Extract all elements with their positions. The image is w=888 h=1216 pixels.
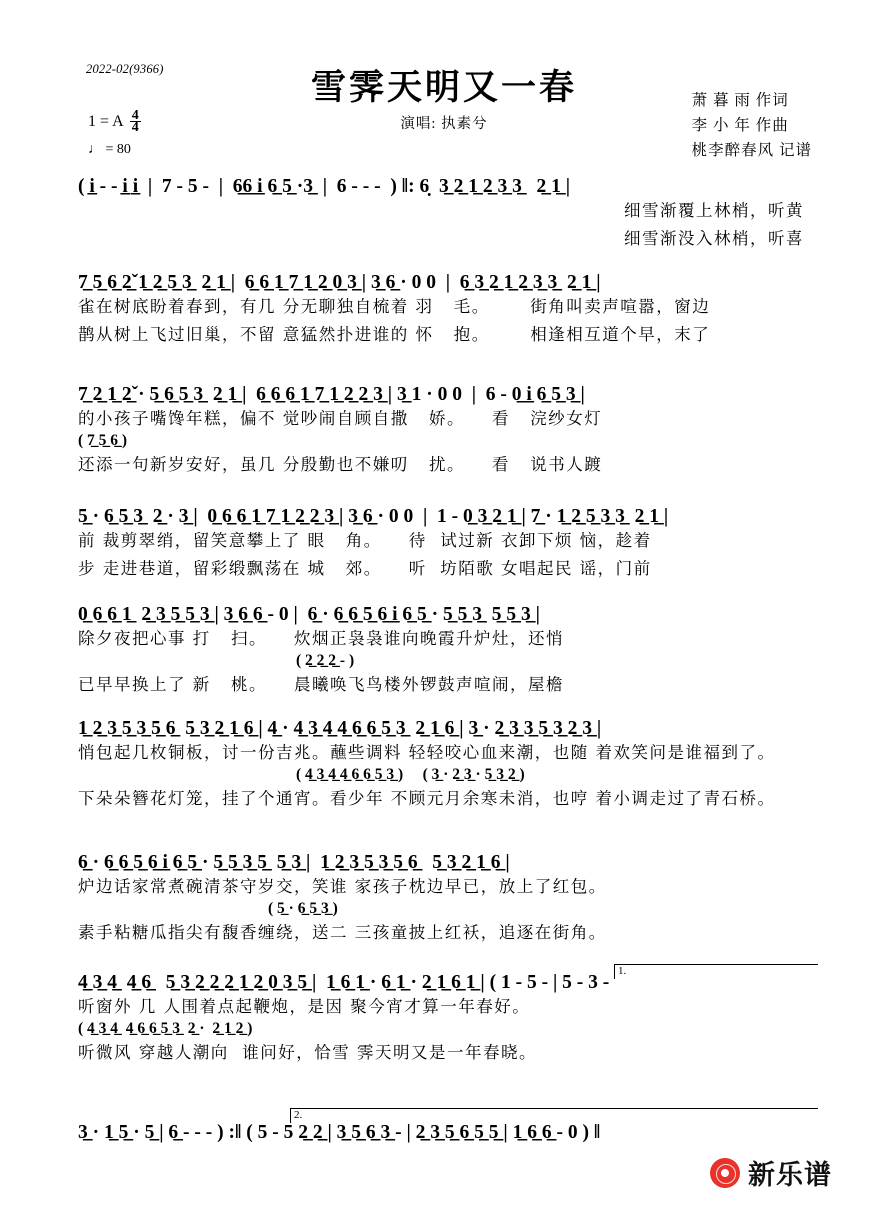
- credit-composer: 李 小 年 作曲: [691, 117, 789, 134]
- lyric-line-2: 步 走进巷道，留彩缎飘荡在 城 郊。 听 坊陌歌 女唱起民 谣，门前: [78, 559, 652, 578]
- time-signature: [130, 110, 141, 133]
- logo-text: 新乐谱: [748, 1160, 832, 1191]
- lyric-line-2: 还添一句新岁安好，虽几 分殷勤也不嫌叨 扰。 看 说书人踱: [78, 455, 603, 474]
- credit-transcriber: 桃李醉春风 记谱: [691, 142, 812, 159]
- credits-block: [692, 88, 812, 163]
- lyric-line-1: 前 裁剪翠绡，留笑意攀上了 眼 角。 待 试过新 衣卸下烦 恼，趁着: [78, 531, 652, 550]
- performer-line: 演唱: 执素兮: [400, 116, 488, 132]
- tempo-marking: ♩ = 80: [88, 142, 131, 157]
- time-signature-numerator: 4: [131, 108, 139, 123]
- notation-line: 1̲ 2̲ 3̲ 5̲ 3̲ 5̲ 6̲ 5̲ 3̲ 2̲ 1̲ 6̲ | 4̲ · 4̲ 3̲ 4̲ 4̲ 6̲ 6̲ 5̲ 3̲ 2̲ 1̲ 6̲ | 3̲ · 2̲ 3̲ 3̲ 5̲ 3̲ 2̲ 3̲ |: [78, 718, 602, 739]
- volta-number-1: 1.: [618, 965, 627, 977]
- lyric-line-1: 悄包起几枚铜板，讨一份吉兆。蘸些调料 轻轻咬心血来潮，也随 着欢笑问是谁福到了。: [78, 743, 776, 762]
- notation-line: 7̲ 2̲ 1̲ 2̲ˇ· 5̲ 6̲ 5̲ 3̲ 2̲ 1̲ | 6̲ 6̲ 6̲ 1̲ 7̲ 1̲ 2̲ 2̲ 3̲ | 3̲ 1 · 0 0 | 6 - 0̲ i̲ 6̲ 5̲ 3̲ |: [78, 384, 585, 405]
- lyric-line-2: 素手粘糖瓜指尖有馥香缠绕，送二 三孩童披上红袄，追逐在街角。: [78, 923, 607, 942]
- notation-line: 0̲ 6̲ 6̲ 1̲ 2̲ 3̲ 5̲ 5̲ 3̲ | 3̲ 6̲ 6̲ - 0 | 6̲ · 6̲ 6̲ 5̲ 6̲ i̲ 6̲ 5̲ · 5̲ 5̲ 3̲ 5̲ 5̲ 3̲ |: [78, 604, 540, 625]
- notation-line: 6̲ · 6̲ 6̲ 5̲ 6̲ i̲ 6̲ 5̲ · 5̲ 5̲ 3̲ 5̲ 5̲ 3̲ | 1̲ 2̲ 3̲ 5̲ 3̲ 5̲ 6̲ 5̲ 3̲ 2̲ 1̲ 6̲ |: [78, 852, 510, 873]
- lyric-line-1: 炉边话家常煮碗清茶守岁交，笑谁 家孩子枕边早已，放上了红包。: [78, 877, 607, 896]
- music-system-5: [78, 604, 814, 698]
- lyric-line-2: 已早早换上了 新 桃。 晨曦唤飞鸟楼外锣鼓声喧闹，屋檐: [78, 675, 564, 694]
- alternate-notation: ( 2̲ 2̲ 2̲ - ): [296, 652, 355, 669]
- notation-line: 3̲ · 1̲ 5̲ · 5̲ | 6̲ - - - ) :‖ ( 5 - 5 2̲ 2̲ | 3̲ 5̲ 6̲ 3̲ - | 2̲ 3̲ 5̲ 6̲ 5̲ 5̲ | 1̲ 6̲ 6̲ - 0 ) ‖: [78, 1122, 601, 1143]
- volta-bracket-2: [290, 1108, 818, 1123]
- music-system-7: [78, 852, 814, 946]
- notation-line: ( i̲ - - i̲ i̲ | 7 - 5 - | 6̲6̲ i̲ 6̲ 5̲ ·3̲ | 6 - - - ) ‖: 6̣ 3̲ 2̲ 1̲ 2̲ 3̲ 3̲ 2̲ 1̲ |: [78, 176, 570, 197]
- notation-line: 4̲ 3̲ 4̲ 4̲ 6̲ 5̲ 3̲ 2̲ 2̲ 2̲ 1̲ 2̲ 0̲ 3̲ 5̲ | 1̲ 6̲ 1̲ · 6̲ 1̲ · 2̲ 1̲ 6̲ 1̲ | ( 1 - 5 - | 5 - 3 -: [78, 972, 610, 993]
- alternate-notation: ( 4̲ 3̲ 4̲ 4̲ 6̲ 6̲ 5̲ 3̲ 2̲ · 2̲ 1̲ 2̲ ): [78, 1020, 253, 1037]
- music-system-3: [78, 384, 814, 478]
- document-code: 2022-02(9366): [86, 62, 164, 76]
- lyric-line-2: 下朵朵簪花灯笼，挂了个通宵。看少年 不顾元月余寒未消，也哼 着小调走过了青石桥。: [78, 789, 776, 808]
- lyric-line-1: 细雪渐覆上林梢，听黄: [624, 201, 804, 220]
- lyric-line-1: 雀在树底盼着春到，有几 分无聊独自梳着 羽 毛。 街角叫卖声喧嚣，窗边: [78, 297, 711, 316]
- alternate-notation: ( 5̲ · 6̲ 5̲ 3̲ ): [268, 900, 338, 917]
- time-signature-denominator: 4: [131, 120, 139, 135]
- music-system-8: [78, 972, 814, 1066]
- lyric-line-2: 听微风 穿越人潮向 谁问好，恰雪 霁天明又是一年春晓。: [78, 1043, 537, 1062]
- lyric-line-1: 的小孩子嘴馋年糕，偏不 觉吵闹自顾自撒 娇。 看 浣纱女灯: [78, 409, 603, 428]
- alternate-notation: ( 7̲ 5̲ 6̲ ): [78, 432, 128, 449]
- volta-bracket-1: [614, 964, 818, 979]
- music-system-2: [78, 272, 814, 348]
- site-logo[interactable]: [710, 1153, 832, 1192]
- key-signature-block: [88, 110, 141, 133]
- key-signature: 1 = A: [88, 112, 124, 130]
- music-system-1: [78, 176, 814, 252]
- page-title: 雪霁天明又一春: [310, 67, 577, 108]
- music-system-4: [78, 506, 814, 582]
- record-disc-icon: [710, 1158, 740, 1188]
- lyric-line-1: 听窗外 几 人围着点起鞭炮，是因 聚今宵才算一年春好。: [78, 997, 531, 1016]
- volta-number-2: 2.: [294, 1109, 303, 1121]
- notation-line: 5̲ · 6̲ 5̲ 3̲ 2̲ · 3̲ | 0̲ 6̲ 6̲ 1̲ 7̲ 1̲ 2̲ 2̲ 3̲ | 3̲ 6̲ · 0 0 | 1 - 0̲ 3̲ 2̲ 1̲ | 7̲ · 1̲ 2̲ 5̲ 3̲ 3̲ 2̲ 1̲ |: [78, 506, 669, 527]
- lyric-line-2: 鹊从树上飞过旧巢，不留 意猛然扑进谁的 怀 抱。 相逢相互道个早，末了: [78, 325, 711, 344]
- alternate-notation: ( 4̲ 3̲ 4̲ 4̲ 6̲ 6̲ 5̲ 3̲ ) ( 3̲ · 2̲ 3̲ · 5̲ 3̲ 2̲ ): [296, 766, 525, 783]
- lyric-line-2: 细雪渐没入林梢，听喜: [624, 229, 804, 248]
- music-system-6: [78, 718, 814, 812]
- music-system-9: [78, 1122, 814, 1144]
- credit-lyricist: 萧 暮 雨 作词: [691, 92, 789, 109]
- lyric-line-1: 除夕夜把心事 打 扫。 炊烟正袅袅谁向晚霞升炉灶，还悄: [78, 629, 564, 648]
- notation-line: 7̲ 5̲ 6̲ 2̲ˇ1̲ 2̲ 5̲ 3̲ 2̲ 1̲ | 6̲ 6̲ 1̲ 7̲ 1̲ 2̲ 0̲ 3̲ | 3̲ 6̲ · 0 0 | 6̲ 3̲ 2̲ 1̲ 2̲ 3̲ 3̲ 2̲ 1̲ |: [78, 272, 601, 293]
